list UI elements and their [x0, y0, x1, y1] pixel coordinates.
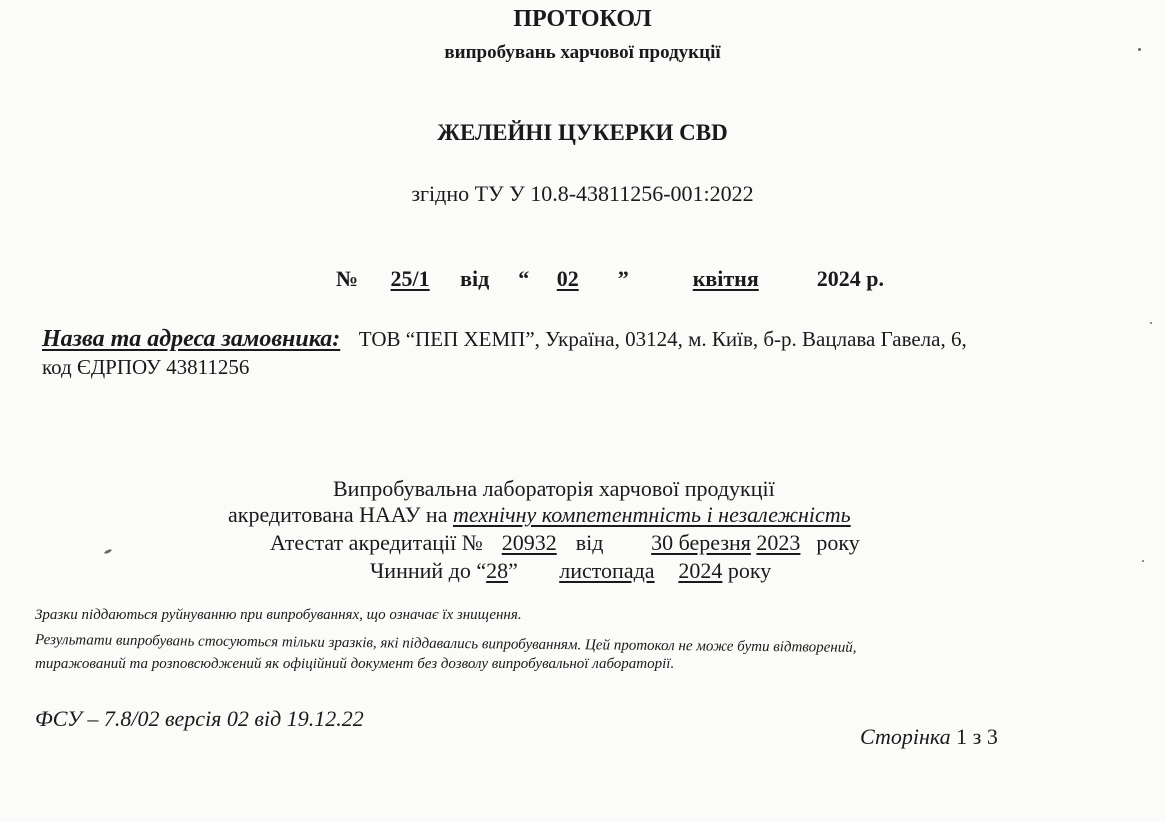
cert-number: 20932: [501, 530, 557, 555]
scan-speck: [104, 548, 113, 554]
valid-prefix: Чинний до: [370, 558, 471, 583]
scan-speck: [1138, 48, 1141, 51]
valid-month: листопада: [559, 558, 655, 583]
protocol-year: 2024 р.: [816, 266, 884, 291]
document-title: ПРОТОКОЛ: [513, 6, 652, 32]
customer-label: Назва та адреса замовника:: [42, 326, 341, 352]
protocol-day-open-quote: “: [518, 266, 530, 291]
valid-close-quote: ”: [508, 558, 518, 583]
valid-suffix: року: [727, 558, 772, 583]
page-label: Сторінка: [860, 724, 951, 749]
scan-speck: [1150, 322, 1152, 324]
lab-name: Випробувальна лабораторія харчової продукції: [333, 476, 775, 501]
form-code: ФСУ – 7.8/02 версія 02 від 19.12.22: [35, 706, 364, 731]
customer-line: [42, 326, 967, 353]
note-reproduction: тиражований та розповсюджений як офіційний документ без дозволу випробувальної лабораторії.: [35, 656, 675, 672]
protocol-number-line: [336, 266, 884, 292]
cert-day-month: 30 березня: [651, 530, 751, 555]
lab-accreditation-scope: технічну компетентність і незалежність: [452, 502, 851, 527]
number-sign: №: [336, 266, 359, 291]
lab-validity: [370, 558, 771, 584]
page-indicator: [860, 724, 998, 750]
valid-open-quote: “: [476, 558, 487, 583]
page-number: 1 з 3: [956, 724, 998, 749]
protocol-month: квітня: [692, 266, 759, 291]
protocol-date-from: від: [460, 266, 490, 291]
lab-certificate: [270, 530, 860, 556]
document-subtitle: випробувань харчової продукції: [444, 42, 721, 63]
cert-from: від: [575, 530, 604, 555]
valid-day: 28: [486, 558, 509, 583]
cert-year: 2023: [756, 530, 801, 555]
product-name: ЖЕЛЕЙНІ ЦУКЕРКИ CBD: [437, 120, 728, 145]
valid-year: 2024: [678, 558, 723, 583]
protocol-day-close-quote: ”: [617, 266, 629, 291]
protocol-day: 02: [556, 266, 579, 291]
note-samples-destroyed: Зразки піддаються руйнуванню при випробуваннях, що означає їх знищення.: [35, 607, 522, 623]
cert-prefix: Атестат акредитації №: [270, 530, 483, 555]
protocol-number-value: 25/1: [390, 266, 430, 291]
customer-value: ТОВ “ПЕП ХЕМП”, Україна, 03124, м. Київ, б-р. Вацлава Гавела, 6,: [358, 327, 967, 351]
standard-reference: згідно ТУ У 10.8-43811256-001:2022: [411, 181, 754, 206]
cert-suffix: року: [816, 530, 860, 555]
scan-speck: [1142, 560, 1144, 562]
note-results-scope: Результати випробувань стосуються тільки зразків, які піддавались випробуванням. Цей протокол не може бути відтворений,: [34, 632, 857, 656]
lab-accreditation-prefix: акредитована НААУ на: [228, 502, 448, 527]
lab-accreditation: [228, 502, 851, 528]
customer-code: код ЄДРПОУ 43811256: [42, 355, 250, 379]
